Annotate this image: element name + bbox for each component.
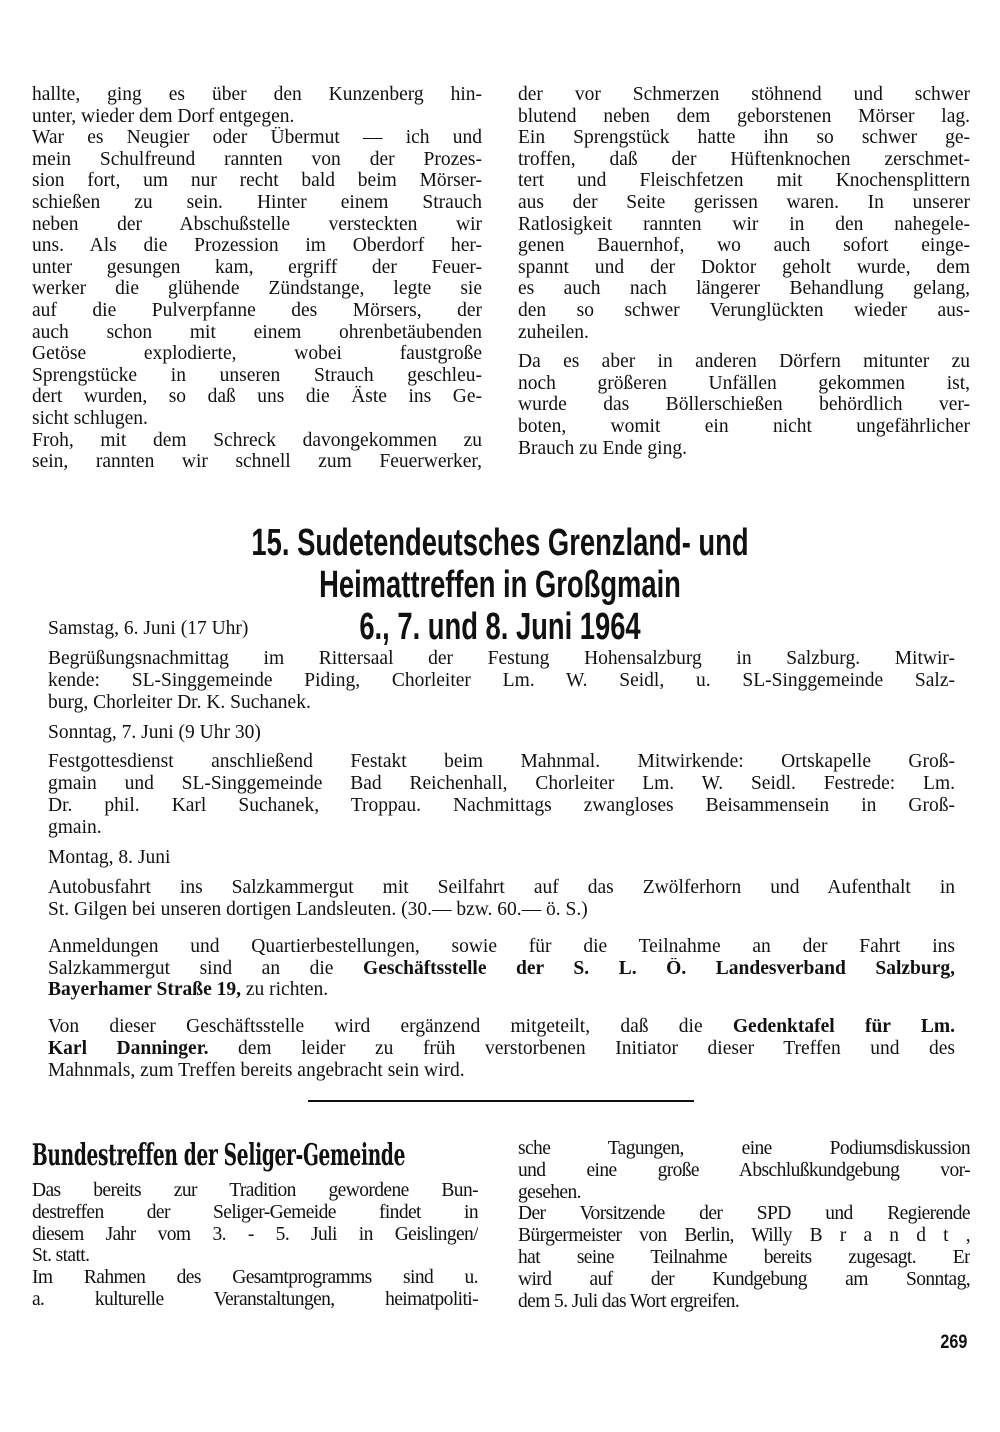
event-title-line2: 6., 7. und 8. Juni 1964 (359, 606, 641, 648)
line-text: den so schwer Verunglückten wieder aus- (518, 299, 970, 321)
text-line (32, 386, 482, 408)
text-line (32, 1202, 478, 1224)
line-text: St. statt. (32, 1245, 90, 1267)
line-text-bold: Geschäftsstelle der S. L. Ö. Landesverband Salzburg, (363, 957, 955, 979)
line-text: es auch nach längerer Behandlung gelang, (518, 278, 970, 300)
line-text: zuheilen. (518, 321, 589, 343)
line-text: Sprengstücke in unseren Strauch geschleu- (32, 364, 482, 386)
text-line (518, 149, 970, 171)
paragraph (32, 84, 482, 127)
line-text: und eine große Abschlußkundgebung vor- (518, 1159, 970, 1181)
line-text: schießen zu sein. Hinter einem Strauch (32, 191, 482, 213)
article-left-column (32, 84, 482, 473)
text-line (518, 300, 970, 322)
line-text: neben der Abschußstelle versteckten wir (32, 213, 482, 235)
paragraph (48, 877, 955, 921)
line-text-bold: Gedenktafel für Lm. (732, 1016, 955, 1038)
text-line (32, 408, 482, 430)
text-line (48, 795, 955, 817)
text-line (518, 351, 970, 373)
text-line (48, 817, 955, 839)
line-text: Dr. phil. Karl Suchanek, Troppau. Nachmittags zwangloses Beisammensein in Groß- (48, 795, 955, 817)
text-line (518, 1291, 970, 1313)
text-line (518, 127, 970, 149)
line-text: Salzkammergut sind an die (48, 957, 364, 979)
line-text: dem leider zu früh verstorbenen Initiator dieser Treffen und des (208, 1038, 955, 1060)
text-line (48, 979, 955, 1001)
text-line (32, 365, 482, 387)
text-line (32, 1245, 478, 1267)
text-line (518, 235, 970, 257)
text-line (518, 322, 970, 344)
text-line (32, 300, 482, 322)
text-line (518, 1247, 970, 1269)
line-text: spannt und der Doktor geholt wurde, dem (518, 256, 970, 278)
paragraph (48, 936, 955, 1002)
text-line (48, 1038, 955, 1060)
line-text: Anmeldungen und Quartierbestellungen, sowie für die Teilnahme an der Fahrt ins (48, 935, 955, 957)
text-line (48, 618, 955, 640)
line-text: aus der Seite gerissen waren. In unserer (518, 191, 970, 213)
line-text: St. Gilgen bei unseren dortigen Landsleuten. (30.— bzw. 60.— ö. S.) (48, 898, 588, 920)
text-line (48, 1016, 955, 1038)
line-text: Der Vorsitzende der SPD und Regierende (518, 1203, 970, 1225)
line-text: Da es aber in anderen Dörfern mitunter zu (518, 351, 970, 373)
bottom-right-column (518, 1138, 970, 1312)
line-text: Das bereits zur Tradition gewordene Bun- (32, 1180, 478, 1201)
text-line (32, 451, 482, 473)
text-line (48, 847, 955, 869)
paragraph (518, 84, 970, 343)
text-line (518, 1182, 970, 1204)
line-text: unter, wieder dem Dorf entgegen. (32, 105, 295, 127)
text-line (48, 936, 955, 958)
line-text: Samstag, 6. Juni (17 Uhr) (48, 618, 249, 639)
text-line (48, 773, 955, 795)
text-line (48, 1060, 955, 1082)
line-text: gesehen. (518, 1181, 581, 1203)
line-text: a. kulturelle Veranstaltungen, heimatpoliti- (32, 1288, 478, 1310)
text-line (518, 438, 970, 460)
line-text: dem 5. Juli das Wort ergreifen. (518, 1290, 740, 1312)
line-text: Begrüßungsnachmittag im Rittersaal der Festung Hohensalzburg in Salzburg. Mitwir- (48, 647, 955, 669)
text-line (32, 170, 482, 192)
text-line (32, 1267, 478, 1289)
line-text-bold: Bayerhamer Straße 19, (48, 979, 241, 1001)
line-text: werker die glühende Zündstange, legte sie (32, 278, 482, 300)
line-text: troffen, daß der Hüftenknochen zerschmet- (518, 148, 970, 170)
text-line (48, 670, 955, 692)
line-text: Ein Sprengstück hatte ihn so schwer ge- (518, 127, 970, 149)
paragraph (518, 351, 970, 459)
text-line (32, 106, 482, 128)
text-line (32, 430, 482, 452)
text-line (32, 278, 482, 300)
bottom-article-title: Bundestreffen der Seliger-Gemeinde (32, 1138, 406, 1173)
bottom-left-column (32, 1180, 478, 1311)
paragraph (32, 1180, 478, 1267)
text-line (32, 235, 482, 257)
text-line (32, 257, 482, 279)
line-text: Froh, mit dem Schreck davongekommen zu (32, 429, 482, 451)
text-line (518, 257, 970, 279)
paragraph (32, 1267, 478, 1311)
paragraph (518, 1203, 970, 1312)
paragraph (48, 722, 955, 744)
event-program (48, 618, 955, 1082)
text-line (518, 170, 970, 192)
text-line (48, 692, 955, 714)
text-line (32, 343, 482, 365)
text-line (32, 1289, 478, 1311)
line-text: Ratlosigkeit rannten wir in den nahegele- (518, 213, 970, 235)
text-line (48, 877, 955, 899)
text-line (518, 106, 970, 128)
text-line (518, 1269, 970, 1291)
text-line (32, 1180, 478, 1202)
paragraph (48, 618, 955, 640)
line-text: hat seine Teilnahme bereits zugesagt. Er (518, 1246, 970, 1268)
line-text-bold: Karl Danninger. (48, 1038, 209, 1060)
text-line (518, 1138, 970, 1160)
line-text: Von dieser Geschäftsstelle wird ergänzend mitgeteilt, daß die (48, 1016, 733, 1038)
text-line (32, 214, 482, 236)
paragraph (48, 648, 955, 714)
line-text: Montag, 8. Juni (48, 847, 171, 869)
text-line (518, 192, 970, 214)
text-line (518, 394, 970, 416)
line-text: sion fort, um nur recht bald beim Mörser- (32, 170, 482, 192)
line-text: zu richten. (240, 979, 329, 1001)
text-line (518, 84, 970, 106)
line-text: uns. Als die Prozession im Oberdorf her- (32, 235, 482, 257)
paragraph (48, 751, 955, 839)
line-text: tert und Fleischfetzen mit Knochensplittern (518, 170, 970, 192)
line-text: auf die Pulverpfanne des Mörsers, der (32, 299, 482, 321)
text-line (518, 278, 970, 300)
line-text: kende: SL-Singgemeinde Piding, Chorleiter Lm. W. Seidl, u. SL-Singgemeinde Salz- (48, 669, 955, 691)
text-line (518, 1160, 970, 1182)
section-divider (308, 1100, 694, 1102)
line-text: burg, Chorleiter Dr. K. Suchanek. (48, 691, 311, 713)
text-line (48, 648, 955, 670)
line-text: sche Tagungen, eine Podiumsdiskussion (518, 1138, 970, 1159)
text-line (48, 751, 955, 773)
text-line (518, 416, 970, 438)
line-text: War es Neugier oder Übermut — ich und (32, 127, 482, 149)
line-text: der vor Schmerzen stöhnend und schwer (518, 84, 970, 105)
text-line (32, 84, 482, 106)
line-text: Autobusfahrt ins Salzkammergut mit Seilfahrt auf das Zwölferhorn und Aufenthalt in (48, 876, 955, 898)
line-text: unter gesungen kam, ergriff der Feuer- (32, 256, 482, 278)
line-text: sein, rannten wir schnell zum Feuerwerker, (32, 451, 482, 473)
line-text: gmain und SL-Singgemeinde Bad Reichenhall, Chorleiter Lm. W. Seidl. Festrede: Lm. (48, 773, 955, 795)
line-text: mein Schulfreund rannten von der Prozes- (32, 148, 482, 170)
text-line (48, 722, 955, 744)
line-text: Festgottesdienst anschließend Festakt beim Mahnmal. Mitwirkende: Ortskapelle Groß- (48, 751, 955, 773)
line-text: dert wurden, so daß uns die Äste ins Ge- (32, 386, 482, 408)
line-text: blutend neben dem geborstenen Mörser lag. (518, 105, 970, 127)
line-text: auch schon mit einem ohrenbetäubenden (32, 321, 482, 343)
line-text: Brauch zu Ende ging. (518, 437, 687, 459)
text-line (48, 958, 955, 980)
paragraph (48, 1016, 955, 1082)
line-text: Sonntag, 7. Juni (9 Uhr 30) (48, 721, 261, 743)
event-title-line1: 15. Sudetendeutsches Grenzland- und Heimattreffen in Großgmain (251, 522, 749, 606)
paragraph (32, 127, 482, 429)
line-text: diesem Jahr vom 3. - 5. Juli in Geislingen/ (32, 1223, 478, 1245)
line-text: sicht schlugen. (32, 407, 148, 429)
line-text: Getöse explodierte, wobei faustgroße (32, 343, 482, 365)
line-text: destreffen der Seliger-Gemeide findet in (32, 1201, 478, 1223)
text-line (518, 1225, 970, 1247)
line-text: Bürgermeister von Berlin, Willy B r a n d t , (518, 1225, 970, 1247)
line-text: genen Bauernhof, wo auch sofort einge- (518, 235, 970, 257)
text-line (32, 127, 482, 149)
line-text: noch größeren Unfällen gekommen ist, (518, 372, 970, 394)
line-text: Im Rahmen des Gesamtprogramms sind u. (32, 1267, 478, 1289)
text-line (518, 1203, 970, 1225)
text-line (32, 192, 482, 214)
line-text: gmain. (48, 817, 102, 839)
paragraph (32, 430, 482, 473)
line-text: wird auf der Kundgebung am Sonntag, (518, 1268, 970, 1290)
text-line (32, 149, 482, 171)
line-text: boten, womit ein nicht ungefährlicher (518, 415, 970, 437)
article-right-column (518, 84, 970, 459)
line-text: wurde das Böllerschießen behördlich ver- (518, 394, 970, 416)
text-line (32, 322, 482, 344)
line-text: Mahnmals, zum Treffen bereits angebracht sein wird. (48, 1060, 465, 1082)
text-line (518, 214, 970, 236)
line-text: hallte, ging es über den Kunzenberg hin- (32, 84, 482, 105)
text-line (32, 1224, 478, 1246)
text-line (48, 899, 955, 921)
page-number: 269 (940, 1332, 968, 1353)
paragraph (48, 847, 955, 869)
text-line (518, 373, 970, 395)
paragraph (518, 1138, 970, 1203)
